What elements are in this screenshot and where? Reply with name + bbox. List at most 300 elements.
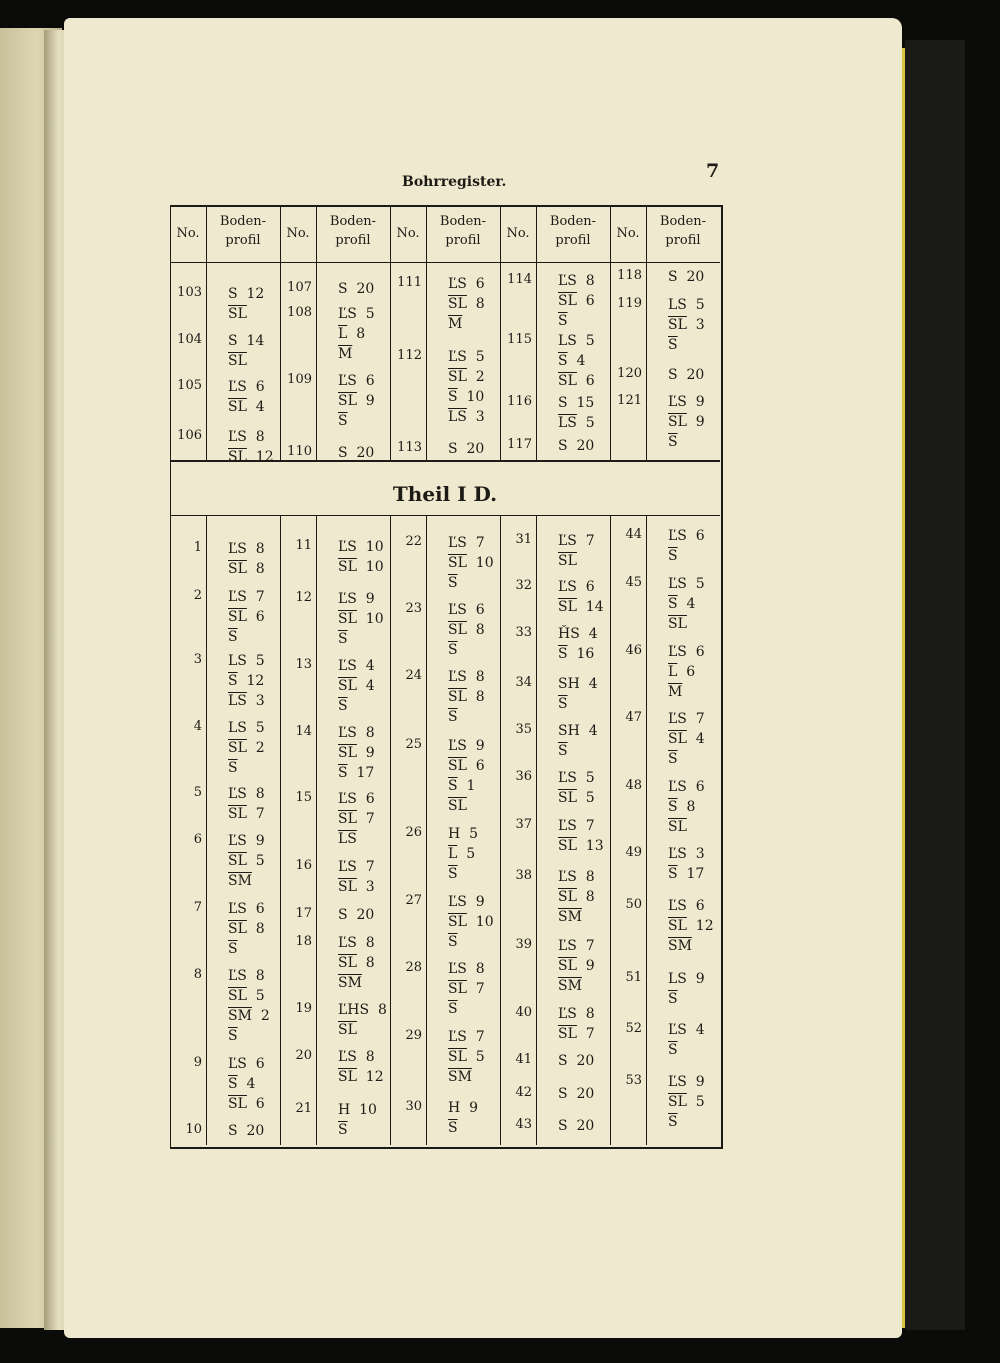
soil-profile-line: [668, 897, 705, 916]
soil-profile-line: [448, 960, 485, 979]
soil-symbol: S: [668, 269, 678, 285]
soil-profile-line: [338, 697, 348, 716]
soil-profile-line: [448, 865, 458, 884]
soil-symbol: ĽS: [338, 591, 357, 607]
layer-depth: 10: [356, 539, 384, 555]
soil-profile-line: [448, 1000, 458, 1019]
soil-symbol: $\overline{SL}$: [448, 555, 467, 571]
soil-profile-line: [558, 552, 577, 571]
soil-profile-line: [448, 757, 485, 776]
soil-profile-line: [338, 630, 348, 649]
soil-profile-line: [228, 852, 265, 871]
soil-profile-line: [338, 305, 375, 324]
soil-profile-line: [228, 785, 265, 804]
layer-depth: 4: [579, 676, 598, 692]
profile-header-line: Boden-: [329, 214, 377, 229]
row-number: 110: [287, 444, 312, 459]
row-number: 112: [397, 348, 422, 363]
layer-depth: 9: [466, 738, 485, 754]
soil-symbol: $\overline{SL}$: [668, 616, 687, 632]
soil-symbol: $\overline{S}$: [668, 799, 678, 815]
soil-profile-line: [558, 394, 594, 413]
soil-profile-line: [558, 437, 594, 456]
layer-depth: 8: [356, 1049, 375, 1065]
soil-symbol: $\overline{SL}$: [228, 853, 247, 869]
profile-header-line: profil: [445, 233, 481, 248]
soil-symbol: $\overline{SL}$: [228, 609, 247, 625]
layer-depth: 6: [466, 602, 485, 618]
soil-profile-line: [558, 817, 595, 836]
layer-depth: 4: [246, 399, 265, 415]
soil-profile-line: [668, 1093, 705, 1112]
soil-profile-line: [228, 1075, 255, 1094]
layer-depth: 5: [246, 988, 265, 1004]
layer-depth: 6: [576, 579, 595, 595]
row-number: 10: [185, 1122, 202, 1137]
soil-symbol: $\overline{SM}$: [668, 938, 692, 954]
layer-depth: 10: [466, 555, 494, 571]
row-number: 20: [295, 1048, 312, 1063]
row-number: 114: [507, 272, 532, 287]
soil-symbol: LS: [228, 720, 247, 736]
soil-symbol: $\overline{SL}$: [558, 838, 577, 854]
soil-profile-line: [228, 332, 264, 351]
soil-symbol: $\overline{SL}$: [558, 293, 577, 309]
soil-profile-line: [338, 538, 384, 557]
column-header-no: No.: [396, 226, 420, 241]
soil-profile-line: [668, 1041, 678, 1060]
soil-profile-line: [448, 1119, 458, 1138]
soil-symbol: $\overline{S}$: [668, 337, 678, 353]
row-number: 111: [397, 275, 422, 290]
soil-profile-line: [668, 413, 705, 432]
layer-depth: 12: [237, 673, 265, 689]
soil-profile-line: [668, 845, 705, 864]
soil-symbol: ĽS: [558, 770, 577, 786]
layer-depth: 4: [686, 731, 705, 747]
soil-profile-line: [338, 372, 375, 391]
layer-depth: 10: [350, 1102, 377, 1118]
soil-profile-line: [338, 412, 348, 431]
soil-symbol: $\overline{SL}$: [338, 393, 357, 409]
layer-depth: 5: [356, 306, 375, 322]
soil-symbol: $\overline{SL}$: [448, 758, 467, 774]
row-number: 30: [405, 1099, 422, 1114]
soil-profile-line: [448, 315, 462, 334]
column-rule: [500, 515, 501, 1145]
soil-symbol: ĽS: [228, 541, 247, 557]
soil-profile-line: [228, 628, 238, 647]
row-number: 24: [405, 668, 422, 683]
layer-depth: 14: [576, 599, 604, 615]
soil-symbol: $\overline{M}$: [448, 316, 463, 332]
soil-profile-line: [228, 900, 265, 919]
soil-profile-line: [668, 575, 705, 594]
soil-profile-line: [338, 325, 365, 344]
layer-depth: 5: [457, 846, 476, 862]
soil-profile-line: [668, 1113, 678, 1132]
soil-symbol: ĽS: [228, 379, 247, 395]
soil-profile-line: [228, 285, 264, 304]
soil-symbol: $\overline{SL}$: [668, 414, 687, 430]
soil-symbol: $\overline{M}$: [338, 346, 353, 362]
soil-profile-line: [448, 1099, 478, 1118]
soil-profile-line: [558, 908, 582, 927]
soil-profile-line: [558, 414, 595, 433]
layer-depth: 5: [576, 770, 595, 786]
soil-symbol: S: [448, 441, 458, 457]
layer-depth: 8: [356, 955, 375, 971]
soil-symbol: ĽS: [558, 533, 577, 549]
layer-depth: 8: [369, 1002, 387, 1018]
soil-symbol: ĽS: [668, 846, 687, 862]
soil-symbol: S: [228, 333, 238, 349]
layer-depth: 6: [356, 791, 375, 807]
soil-profile-line: [338, 1101, 377, 1120]
layer-depth: 12: [237, 286, 265, 302]
column-rule: [280, 515, 281, 1145]
soil-profile-line: [448, 845, 475, 864]
soil-symbol: ĽS: [338, 725, 357, 741]
profile-header-line: Boden-: [219, 214, 267, 229]
column-rule: [390, 205, 391, 460]
soil-symbol: ĽS: [448, 961, 467, 977]
soil-symbol: $\overline{S}$: [448, 866, 458, 882]
column-header-profile: [206, 212, 280, 250]
layer-depth: 4: [579, 723, 598, 739]
soil-profile-line: [338, 1048, 375, 1067]
layer-depth: 3: [246, 693, 265, 709]
soil-symbol: $\overline{LS}$: [338, 831, 357, 847]
row-number: 113: [397, 440, 422, 455]
soil-symbol: ĽS: [338, 791, 357, 807]
layer-depth: 9: [356, 393, 375, 409]
layer-depth: 9: [356, 745, 375, 761]
no-column-rule: [536, 515, 537, 1145]
soil-symbol: $\overline{SL}$: [668, 918, 687, 934]
row-number: 28: [405, 960, 422, 975]
column-rule: [500, 205, 501, 460]
soil-profile-line: [558, 888, 595, 907]
soil-symbol: $\overline{SL}$: [668, 1094, 687, 1110]
soil-symbol: $\overline{S}$: [668, 1114, 678, 1130]
soil-profile-line: [228, 305, 247, 324]
row-number: 26: [405, 825, 422, 840]
soil-symbol: S: [558, 438, 568, 454]
soil-symbol: ĽS: [228, 786, 247, 802]
soil-symbol: ĽS: [558, 273, 577, 289]
layer-depth: 17: [347, 765, 375, 781]
soil-profile-line: [448, 893, 485, 912]
layer-depth: 2: [251, 1008, 270, 1024]
soil-symbol: S: [668, 367, 678, 383]
soil-profile-line: [448, 933, 458, 952]
soil-profile-line: [228, 940, 238, 959]
soil-symbol: $\overline{S}$: [338, 413, 348, 429]
soil-symbol: $\overline{S}$: [448, 934, 458, 950]
soil-profile-line: [668, 798, 695, 817]
soil-profile-line: [668, 917, 714, 936]
layer-depth: 6: [356, 373, 375, 389]
soil-profile-line: [448, 641, 458, 660]
column-header-profile: [536, 212, 610, 250]
soil-symbol: $\overline{S}$: [228, 941, 238, 957]
soil-profile-line: [448, 737, 485, 756]
soil-symbol: $\overline{S}$: [448, 389, 458, 405]
soil-profile-line: [448, 554, 494, 573]
soil-symbol: ĽS: [338, 539, 357, 555]
section-title: Theil I D.: [392, 482, 498, 506]
row-number: 6: [193, 832, 202, 847]
row-number: 104: [177, 332, 202, 347]
layer-depth: 8: [246, 786, 265, 802]
soil-profile-line: [448, 295, 485, 314]
layer-depth: 8: [356, 725, 375, 741]
layer-depth: 5: [686, 576, 705, 592]
layer-depth: 7: [356, 859, 375, 875]
soil-profile-line: [668, 683, 682, 702]
soil-profile-line: [448, 621, 485, 640]
row-number: 8: [193, 967, 202, 982]
soil-symbol: $\overline{S}$: [558, 646, 568, 662]
soil-symbol: $\overline{S}$: [448, 575, 458, 591]
soil-profile-line: [668, 336, 678, 355]
column-header-no: No.: [176, 226, 200, 241]
soil-symbol: ĽS: [668, 576, 687, 592]
row-number: 9: [193, 1055, 202, 1070]
soil-symbol: ĽS: [558, 938, 577, 954]
profile-header-line: Boden-: [659, 214, 707, 229]
soil-symbol: S: [338, 907, 348, 923]
soil-symbol: $\overline{S}$: [668, 866, 678, 882]
layer-depth: 8: [466, 669, 485, 685]
layer-depth: 6: [246, 609, 265, 625]
soil-symbol: $\overline{SL}$: [228, 921, 247, 937]
soil-symbol: ĽS: [338, 859, 357, 875]
soil-symbol: H: [338, 1102, 351, 1118]
row-number: 17: [295, 906, 312, 921]
layer-depth: 7: [576, 1026, 595, 1042]
soil-profile-line: [558, 645, 594, 664]
soil-profile-line: [558, 837, 604, 856]
row-number: 23: [405, 601, 422, 616]
soil-symbol: ĽS: [448, 349, 467, 365]
layer-depth: 7: [246, 589, 265, 605]
layer-depth: 10: [356, 611, 384, 627]
soil-profile-line: [338, 345, 352, 364]
soil-symbol: H: [448, 826, 461, 842]
soil-profile-line: [558, 769, 595, 788]
layer-depth: 8: [466, 296, 485, 312]
row-number: 40: [515, 1005, 532, 1020]
soil-profile-line: [448, 1028, 485, 1047]
soil-profile-line: [558, 675, 598, 694]
layer-depth: 7: [246, 806, 265, 822]
layer-depth: 2: [466, 369, 485, 385]
column-rule: [280, 205, 281, 460]
row-number: 21: [295, 1101, 312, 1116]
soil-profile-line: [668, 433, 678, 452]
layer-depth: 6: [466, 758, 485, 774]
soil-profile-line: [668, 937, 692, 956]
soil-symbol: SH: [558, 723, 580, 739]
soil-profile-line: [448, 797, 467, 816]
soil-symbol: $\overline{SL}$: [668, 317, 687, 333]
layer-depth: 20: [567, 438, 595, 454]
soil-profile-line: [668, 316, 705, 335]
layer-depth: 4: [686, 1022, 705, 1038]
column-rule: [610, 205, 611, 460]
soil-symbol: $\overline{SL}$: [448, 798, 467, 814]
soil-symbol: $\overline{S}$: [448, 709, 458, 725]
row-number: 106: [177, 428, 202, 443]
layer-depth: 8: [677, 799, 696, 815]
soil-profile-line: [228, 448, 274, 467]
soil-symbol: $\overline{S}$: [668, 548, 678, 564]
soil-profile-line: [448, 913, 494, 932]
row-number: 31: [515, 532, 532, 547]
soil-profile-line: [558, 352, 585, 371]
soil-symbol: $\overline{S}$: [448, 1001, 458, 1017]
soil-symbol: $\overline{S}$: [558, 696, 568, 712]
column-header-profile: [316, 212, 390, 250]
soil-symbol: ĽS: [448, 894, 467, 910]
layer-depth: 9: [460, 1100, 479, 1116]
soil-profile-line: [448, 688, 485, 707]
soil-symbol: $\overline{SL}$: [668, 731, 687, 747]
soil-profile-line: [338, 744, 375, 763]
soil-profile-line: [558, 578, 595, 597]
soil-symbol: $\overline{SL}$: [448, 622, 467, 638]
layer-depth: 7: [466, 981, 485, 997]
soil-profile-line: [338, 954, 375, 973]
row-number: 14: [295, 724, 312, 739]
soil-symbol: $\overline{SL}$: [448, 914, 467, 930]
layer-depth: 8: [466, 689, 485, 705]
soil-symbol: $\overline{S}$: [668, 596, 678, 612]
row-number: 22: [405, 534, 422, 549]
header-rule: [170, 262, 720, 263]
row-number: 18: [295, 934, 312, 949]
layer-depth: 5: [686, 297, 705, 313]
soil-profile-line: [228, 719, 265, 738]
soil-symbol: H: [448, 1100, 461, 1116]
column-header-profile: [426, 212, 500, 250]
soil-symbol: S: [558, 1086, 568, 1102]
row-number: 12: [295, 590, 312, 605]
layer-depth: 7: [356, 811, 375, 827]
soil-symbol: ĽS: [668, 1022, 687, 1038]
soil-symbol: $\overline{SL}$: [448, 689, 467, 705]
soil-symbol: ĽS: [228, 901, 247, 917]
layer-depth: 20: [677, 367, 705, 383]
soil-profile-line: [558, 625, 598, 644]
layer-depth: 1: [457, 778, 476, 794]
layer-depth: 7: [576, 818, 595, 834]
soil-profile-line: [448, 574, 458, 593]
soil-profile-line: [448, 388, 484, 407]
profile-header-line: profil: [555, 233, 591, 248]
layer-depth: 9: [466, 894, 485, 910]
soil-profile-line: [668, 547, 678, 566]
soil-symbol: $\overline{SL}$: [338, 745, 357, 761]
soil-profile-line: [448, 408, 485, 427]
layer-depth: 16: [567, 646, 595, 662]
soil-profile-line: [338, 1121, 348, 1140]
row-number: 39: [515, 937, 532, 952]
soil-profile-line: [558, 292, 595, 311]
soil-symbol: $\overline{S}$: [448, 778, 458, 794]
layer-depth: 10: [457, 389, 485, 405]
soil-profile-line: [338, 974, 362, 993]
soil-profile-line: [668, 990, 678, 1009]
row-number: 121: [617, 393, 642, 408]
soil-symbol: $\overline{SL}$: [228, 353, 247, 369]
soil-symbol: ĽS: [338, 1049, 357, 1065]
layer-depth: 8: [246, 968, 265, 984]
profile-header-line: Boden-: [549, 214, 597, 229]
soil-profile-line: [228, 805, 265, 824]
row-number: 120: [617, 366, 642, 381]
layer-depth: 5: [466, 1049, 485, 1065]
layer-depth: 3: [686, 846, 705, 862]
soil-symbol: $\overline{S}$: [228, 673, 238, 689]
row-number: 2: [193, 588, 202, 603]
no-column-rule: [206, 515, 207, 1145]
soil-symbol: ĽS: [558, 869, 577, 885]
soil-profile-line: [558, 1117, 594, 1136]
soil-profile-line: [558, 598, 604, 617]
layer-depth: 6: [576, 293, 595, 309]
soil-profile-line: [668, 818, 687, 837]
layer-depth: 20: [567, 1086, 595, 1102]
soil-profile-line: [228, 1055, 265, 1074]
layer-depth: 9: [686, 971, 705, 987]
soil-symbol: ĽS: [228, 1056, 247, 1072]
soil-profile-line: [228, 352, 247, 371]
layer-depth: 13: [576, 838, 604, 854]
soil-profile-line: [338, 444, 374, 463]
soil-symbol: $\overline{S}$: [448, 642, 458, 658]
row-number: 25: [405, 737, 422, 752]
soil-symbol: $\overline{SL}$: [228, 806, 247, 822]
layer-depth: 6: [576, 373, 595, 389]
soil-symbol: LS: [558, 333, 577, 349]
soil-symbol: $\overline{SL}$: [228, 449, 247, 465]
soil-symbol: S: [558, 1053, 568, 1069]
row-number: 16: [295, 858, 312, 873]
soil-profile-line: [338, 724, 375, 743]
layer-depth: 5: [576, 415, 595, 431]
row-number: 33: [515, 625, 532, 640]
layer-depth: 8: [466, 961, 485, 977]
layer-depth: 6: [246, 379, 265, 395]
soil-profile-line: [228, 428, 265, 447]
layer-depth: 20: [347, 907, 375, 923]
soil-profile-line: [668, 1073, 705, 1092]
soil-symbol: ĽS: [448, 669, 467, 685]
soil-symbol: $\overline{SL}$: [338, 611, 357, 627]
soil-profile-line: [338, 790, 375, 809]
row-number: 13: [295, 657, 312, 672]
layer-depth: 8: [576, 889, 595, 905]
soil-profile-line: [668, 663, 695, 682]
row-number: 4: [193, 719, 202, 734]
soil-symbol: $\overline{SL}$: [338, 955, 357, 971]
soil-symbol: $\overline{SL}$: [448, 296, 467, 312]
soil-profile-line: [558, 742, 568, 761]
row-number: 37: [515, 817, 532, 832]
